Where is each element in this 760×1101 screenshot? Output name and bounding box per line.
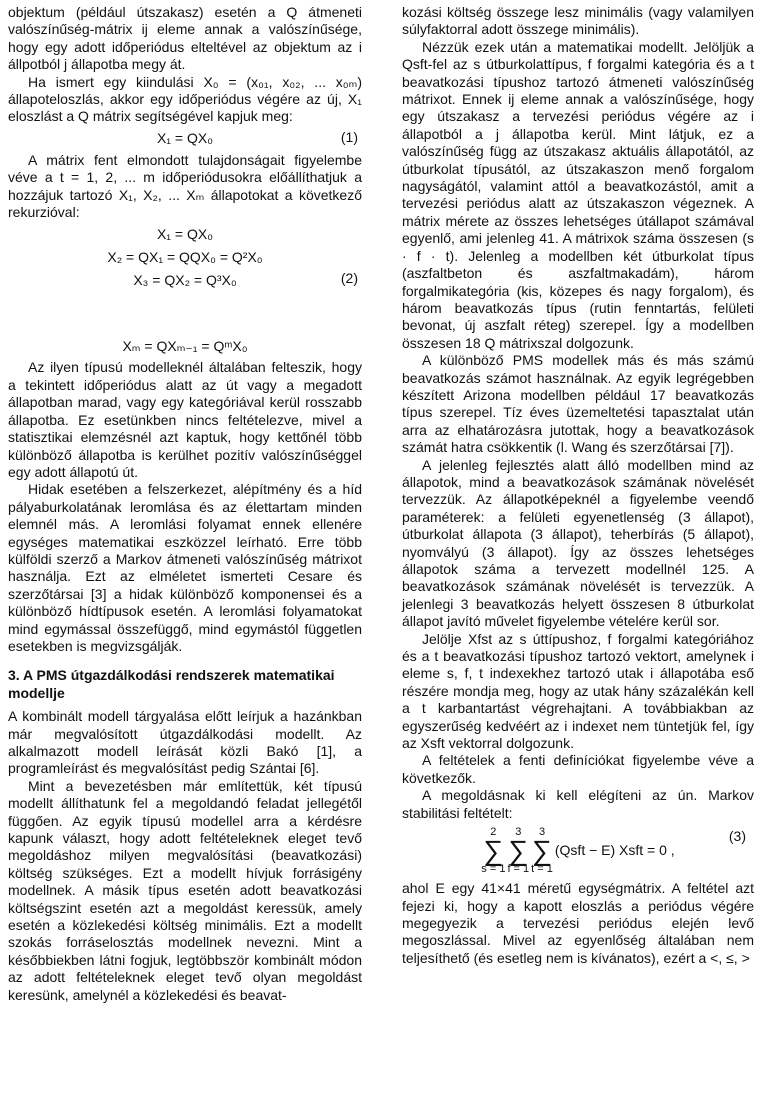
sum-upper: 3 <box>538 826 546 839</box>
paragraph: Mint a bevezetésben már említettük, két típusú modellt állíthatunk fel a megoldandó feladat jellegétől függően. Az egyik típusú modellel arra a kérdésre kapunk választ, hogy adott feltételeknek eleget tevő megoldáshoz milyen megvalósítási (beavatkozási) költség szükséges. Ezt a modellt hívjuk forrásigény modellnek. A másik típus esetén adott beavatkozási költségszint esetén azt a megoldást keressük, amely esetén a közlekedési költség minimális. Ezt a modellt szokás forráselosztás modellnek nevezni. Mint a későbbiekben látni fogjuk, legtöbbször kombinált módon az adott feltételeknek eleget tevő olyan megoldást keresünk, amelynél a közlekedési és beavat- <box>8 777 362 1003</box>
equation-spacer <box>8 293 362 333</box>
right-column <box>402 4 754 967</box>
paragraph: A feltételek a fenti definíciókat figyelembe véve a következők. <box>402 752 754 786</box>
equation-body: X₂ = QX₁ = QQX₀ = Q²X₀ <box>107 248 263 265</box>
equation-2b <box>8 247 362 267</box>
equation-2c <box>8 270 362 290</box>
equation-number: (3) <box>728 828 746 845</box>
paragraph: Jelölje Xfst az s úttípushoz, f forgalmi kategóriához és a t beavatkozási típushoz tartozó vektort, amelynek i eleme s, f, t indexekhez tartozó utak i állapotába eső részére mondja meg, hogy az utak hány százalékán kell a t karbantartást végrehajtani. A továbbiakban az egyszerűség kedvéért az i indexet nem tüntetjük fel, így az Xsft vektorral dolgozunk. <box>402 630 754 752</box>
paragraph: kozási költség összege lesz minimális (vagy valamilyen súlyfaktorral adott összege minimális). <box>402 4 754 38</box>
sum-symbol: 3 ∑ t = 1 <box>531 826 553 876</box>
paragraph: A megoldásnak ki kell elégíteni az ún. Markov stabilitási feltételt: <box>402 787 754 821</box>
equation-2a <box>8 224 362 244</box>
paragraph: objektum (például útszakasz) esetén a Q átmeneti valószínűség-mátrix ij eleme annak a valószínűsége, hogy egy adott időperiódus elteltével az objektum az i állpotból j állapotba megy át. <box>8 4 362 73</box>
paragraph: A jelenleg fejlesztés alatt álló modellben mind az állapotok, mind a beavatkozások számának növelését tervezzük. Az állapotképeknél a figyelembe veendő paraméterek: a felületi egyenetlenség (3 állapot), útburkolat állapota (3 állapot), teherbírás (5 állapot), nyomvályú (3 állapot). Így az összes lehetséges állapotok száma a tervezett modellnél 125. A beavatkozások számának növelését is tervezzük. A jelenlegi 3 beavatkozás helyett összesen 8 útburkolat állapot javító művelet figyelembe vételére kerül sor. <box>402 456 754 630</box>
paragraph: A kombinált modell tárgyalása előtt leírjuk a hazánkban már megvalósított útgazdálkodási modellt. Az alkalmazott modell leírását közli Bakó [1], a programleírást és megvalósítást pedig Szántai [6]. <box>8 708 362 777</box>
sum-lower: s = 1 <box>481 863 506 876</box>
equation-body: X₁ = QX₀ <box>156 225 214 242</box>
paragraph: Hidak esetében a felszerkezet, alépítmény és a híd pályaburkolatának leromlása és az élettartam minden elemnél más. A leromlási folyamat ennek ellenére egységes matematikai eszközzel leírható. Erre több külföldi szerző a Markov átmeneti valószínűség mátrixot használja. Ezt az elméletet ismerteti Cesare és szerzőtársai [3] a hidak különböző komponensei és a különböző hídtípusok esetén. A leromlási folyamatokat mind egymással összefüggő, mind egymástól független esetekben is megvizsgálják. <box>8 481 362 654</box>
sum-symbol: 2 ∑ s = 1 <box>481 826 506 876</box>
paragraph: Ha ismert egy kiindulási X₀ = (x₀₁, x₀₂, ... x₀ₘ) állapoteloszlás, akkor egy időperiódus végére az új, X₁ eloszlást a Q mátrix segítségével kapjuk meg: <box>8 73 362 125</box>
left-column <box>8 4 362 1004</box>
equation-number: (2) <box>340 270 358 287</box>
sum-lower: f = 1 <box>507 863 530 876</box>
paragraph: ahol E egy 41×41 méretű egységmátrix. A feltétel azt fejezi ki, hogy a kapott eloszlás a periódus végére megegyezik a tervezési periódus elején levő megoszlással. Mivel az egyenlőség általában nem teljesíthető (és esetleg nem is kívánatos), ezért a <, ≤, > <box>402 880 754 966</box>
equation-2d <box>8 336 362 356</box>
equation-body: X₁ = QX₀ <box>156 130 214 147</box>
equation-number: (1) <box>340 128 358 145</box>
section-heading: 3. A PMS útgazdálkodási rendszerek matematikai modellje <box>8 667 335 701</box>
paragraph: A mátrix fent elmondott tulajdonságait figyelembe véve a t = 1, 2, ... m időperiódusokra előállíthatjuk a hozzájuk tartozó X₁, X₂, ... Xₘ állapotokat a következő rekurzióval: <box>8 151 362 221</box>
paragraph: Az ilyen típusú modelleknél általában felteszik, hogy a tekintett időperiódus alatt az út vagy a megadott állapotban marad, vagy egy kategóriával kerül rosszabb állapotba. Ez esetünkben nincs feltételezve, mivel a statisztikai elemzésnél azt kaptuk, hogy kettőnél több különböző állapotba is kerülhet pozitív valószínűséggel egy adott állapotú út. <box>8 359 362 480</box>
equation-body: X₃ = QX₂ = Q³X₀ <box>133 271 237 288</box>
paragraph: Nézzük ezek után a matematikai modellt. Jelöljük a Qsft-fel az s útburkolattípus, f forgalmi kategória és a t beavatkozási típushoz tartozó átmeneti valószínűség mátrixot. Ennek ij eleme annak a valószínűsége, hogy egy útszakasz a tervezési periódus végére az i állapotból a j állapotba kerül. Mint látjuk, ez a valószínűség függ az útszakasz aktuális állapotától, az útburkolat típusától, az útszakaszon menő forgalom nagyságától, valamint attól a beavatkozástól, amit a tervezési periódus alatt az útszakaszon végeznek. A mátrix mérete az összes lehetséges útállapot számával egyenlő, ami jelenleg 41. A mátrixok száma összesen (s · f · t). Jelenleg a modellben két útburkolat típus (aszfaltbeton és aszfaltmakadám), három forgalmikategória (kis, közepes és nagy forgalom), és három beavatkozás típus (rutin fenntartás, felületi bevonat, új aszfalt réteg) szerepel. Így a modellben összesen 18 Q mátrixszal dolgozunk. <box>402 38 754 351</box>
sum-lower: t = 1 <box>531 863 553 876</box>
summation <box>481 827 674 875</box>
equation-body: (Qsft − E) Xsft = 0 , <box>554 842 675 859</box>
sum-upper: 3 <box>515 826 522 839</box>
equation-body: Xₘ = QXₘ₋₁ = QᵐX₀ <box>122 337 248 354</box>
equation-3 <box>402 828 754 874</box>
equation-1 <box>8 129 362 149</box>
sum-upper: 2 <box>490 826 497 839</box>
sum-symbol: 3 ∑ f = 1 <box>507 826 530 876</box>
paragraph: A különböző PMS modellek más és más számú beavatkozás számot használnak. Az egyik legrégebben készített Arizona modellben például 17 beavatkozás típus szerepel. Tíz éves üzemeltetési tapasztalat után arra az elhatározásra jutottak, hogy a beavatkozások számát hatra csökkentik (l. Wang és szerzőtársai [7]). <box>402 352 754 456</box>
